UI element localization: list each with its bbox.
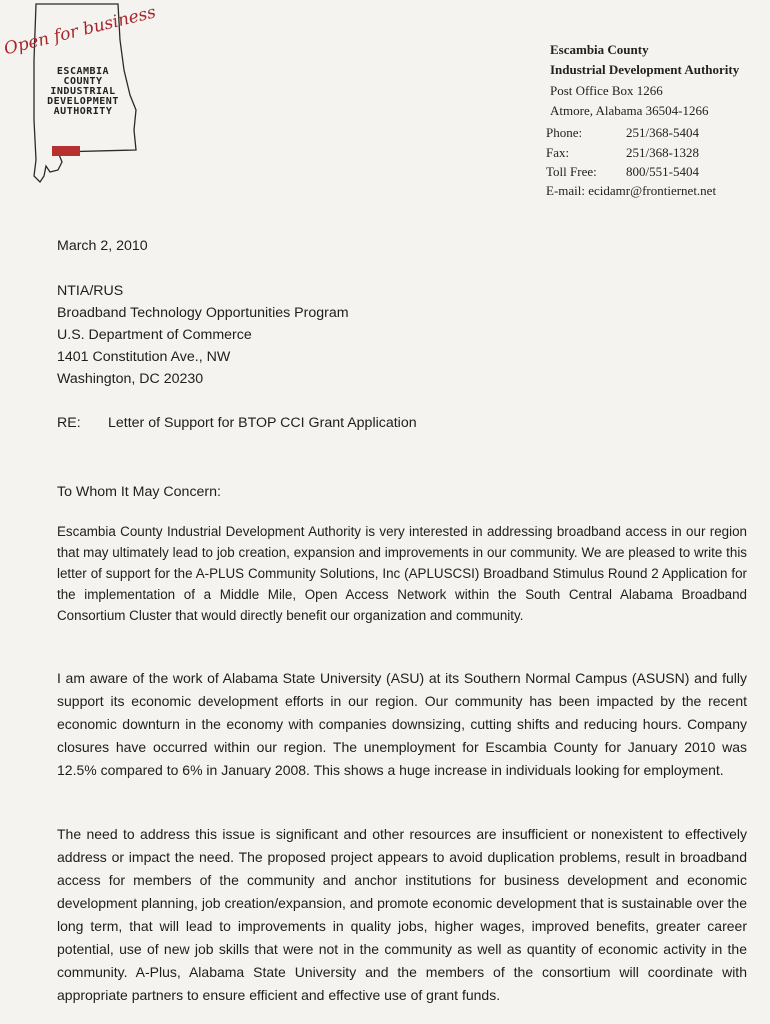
- contact-email: E-mail: ecidamr@frontiernet.net: [546, 183, 717, 198]
- logo-tagline: Open for business: [2, 2, 158, 60]
- logo-line: COUNTY: [63, 76, 103, 87]
- logo-org-name: [37, 67, 129, 117]
- re-label: RE:: [57, 415, 81, 431]
- contact-label: Fax:: [546, 145, 570, 160]
- recipient-line: 1401 Constitution Ave., NW: [57, 349, 231, 365]
- address-line1: Post Office Box 1266: [550, 83, 663, 98]
- contact-phone: [546, 125, 699, 141]
- recipient-line: Washington, DC 20230: [57, 371, 204, 387]
- contact-toll-free: [546, 164, 699, 180]
- contact-label: Toll Free:: [546, 164, 597, 179]
- body-paragraph: Escambia County Industrial Development Authority is very interested in addressing broadband access in our region that may ultimately lead to job creation, expansion and improvements in our community. We are pleased to write this letter of support for the A-PLUS Community Solutions, Inc (APLUSCSI) Broadband Stimulus Round 2 Application for the implementation of a Middle Mile, Open Access Network within the South Central Alabama Broadband Consortium Cluster that would directly benefit our organization and community.: [57, 524, 747, 623]
- logo-line: DEVELOPMENT: [47, 96, 119, 107]
- contact-value: 800/551-5404: [626, 164, 699, 179]
- salutation: To Whom It May Concern:: [57, 484, 221, 500]
- logo-line: INDUSTRIAL: [50, 86, 116, 97]
- recipient-line: U.S. Department of Commerce: [57, 327, 252, 343]
- re-subject: Letter of Support for BTOP CCI Grant Application: [108, 415, 417, 431]
- recipient-line: NTIA/RUS: [57, 283, 124, 299]
- ecida-logo: [0, 0, 158, 190]
- body-paragraph: The need to address this issue is significant and other resources are insufficient or nonexistent to effectively address or impact the need. The proposed project appears to avoid duplication problems, result in broadband access for members of the community and anchor institutions for business development and economic development planning, job creation/expansion, and promote economic development that is sustainable over the long term, that will lead to improvements in quality jobs, higher wages, improved benefits, greater career potential, use of new job skills that were not in the community as well as quantity of economic activity in the community. A-Plus, Alabama State University and the members of the consortium will coordinate with appropriate partners to ensure efficient and effective use of grant funds.: [57, 826, 747, 1003]
- escambia-county-marker: [52, 146, 80, 156]
- recipient-line: Broadband Technology Opportunities Program: [57, 305, 349, 321]
- org-name-line2: Industrial Development Authority: [550, 62, 740, 77]
- letter-date: March 2, 2010: [57, 238, 148, 254]
- logo-line: ESCAMBIA: [56, 66, 110, 77]
- address-line2: Atmore, Alabama 36504-1266: [550, 103, 709, 118]
- body-paragraph: I am aware of the work of Alabama State University (ASU) at its Southern Normal Campus (ASUSN) and fully support its economic development efforts in our region. Our community has been impacted by the recent economic downturn in the economy with companies downsizing, cutting shifts and reducing hours. Company closures have occurred within our region. The unemployment for Escambia County for January 2010 was 12.5% compared to 6% in January 2008. This shows a huge increase in individuals looking for employment.: [57, 670, 747, 778]
- logo-line: AUTHORITY: [53, 106, 113, 117]
- org-name-line1: Escambia County: [550, 42, 649, 57]
- contact-label: Phone:: [546, 125, 583, 140]
- contact-value: 251/368-5404: [626, 125, 699, 140]
- contact-value: 251/368-1328: [626, 145, 699, 160]
- contact-fax: [546, 145, 699, 161]
